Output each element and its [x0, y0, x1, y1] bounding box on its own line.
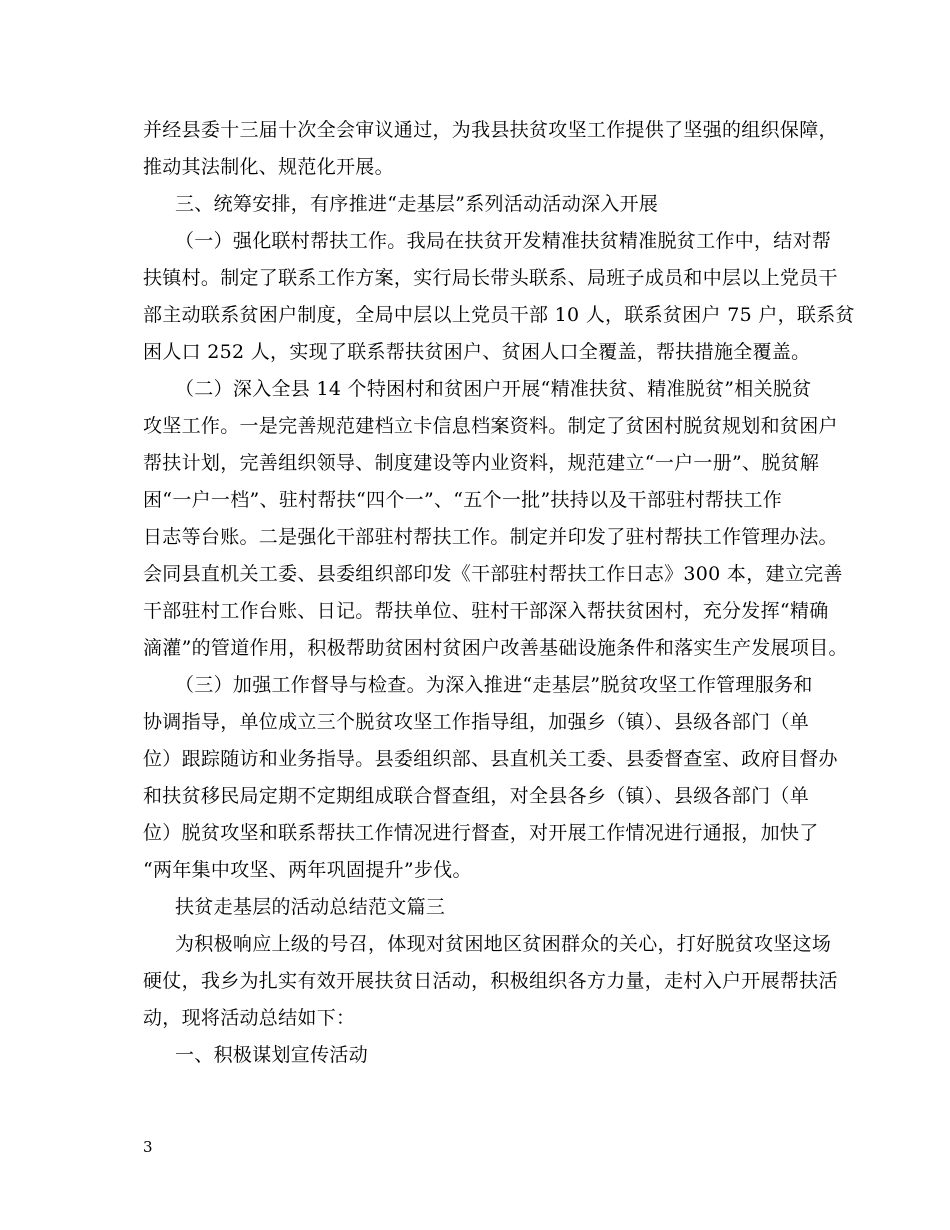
text-line-16: （三）加强工作督导与检查。为深入推进“走基层”脱贫攻坚工作管理服务和 — [175, 674, 813, 696]
text-line-14: 干部驻村工作台账、日记。帮扶单位、驻村干部深入帮扶贫困村，充分发挥“精确 — [143, 600, 829, 622]
section-heading-3: 三、统筹安排，有序推进“走基层”系列活动活动深入开展 — [175, 193, 659, 215]
text-line-5: 扶镇村。制定了联系工作方案，实行局长带头联系、局班子成员和中层以上党员干 — [143, 267, 838, 289]
text-line-19: 和扶贫移民局定期不定期组成联合督查组，对全县各乡（镇）、县级各部门（单 — [143, 785, 810, 807]
text-line-23: 为积极响应上级的号召，体现对贫困地区贫困群众的关心，打好脱贫攻坚这场 — [175, 933, 832, 955]
text-line-6: 部主动联系贫困户制度，全局中层以上党员干部 10 人，联系贫困户 75 户，联系贫 — [143, 304, 855, 326]
text-line-12: 日志等台账。二是强化干部驻村帮扶工作。制定并印发了驻村帮扶工作管理办法。 — [143, 526, 838, 548]
text-line-13: 会同县直机关工委、县委组织部印发《干部驻村帮扶工作日志》300 本，建立完善 — [143, 563, 843, 585]
text-line-20: 位）脱贫攻坚和联系帮扶工作情况进行督查，对开展工作情况进行通报，加快了 — [143, 822, 819, 844]
text-line-8: （二）深入全县 14 个特困村和贫困户开展“精准扶贫、精准脱贫”相关脱贫 — [175, 378, 812, 400]
article-heading: 扶贫走基层的活动总结范文篇三 — [175, 896, 446, 918]
text-line-15: 滴灌”的管道作用，积极帮助贫困村贫困户改善基础设施条件和落实生产发展项目。 — [143, 637, 848, 659]
text-line-25: 动，现将活动总结如下： — [143, 1007, 356, 1029]
text-line-4: （一）强化联村帮扶工作。我局在扶贫开发精准扶贫精准脱贫工作中，结对帮 — [175, 230, 832, 252]
text-line-21: “两年集中攻坚、两年巩固提升”步伐。 — [143, 859, 472, 881]
text-line-18: 位）跟踪随访和业务指导。县委组织部、县直机关工委、县委督查室、政府目督办 — [143, 748, 838, 770]
text-line-17: 协调指导，单位成立三个脱贫攻坚工作指导组，加强乡（镇）、县级各部门（单 — [143, 711, 810, 733]
section-heading-26: 一、积极谋划宣传活动 — [175, 1044, 369, 1066]
text-line-2: 推动其法制化、规范化开展。 — [143, 156, 394, 178]
text-line-11: 困“一户一档”、驻村帮扶“四个一”、“五个一批”扶持以及干部驻村帮扶工作 — [143, 489, 783, 511]
text-line-10: 帮扶计划，完善组织领导、制度建设等内业资料，规范建立“一户一册”、脱贫解 — [143, 452, 820, 474]
text-line-9: 攻坚工作。一是完善规范建档立卡信息档案资料。制定了贫困村脱贫规划和贫困户 — [143, 415, 838, 437]
text-line-7: 困人口 252 人，实现了联系帮扶贫困户、贫困人口全覆盖，帮扶措施全覆盖。 — [143, 341, 811, 363]
page-number: 3 — [143, 1138, 153, 1156]
text-line-24: 硬仗，我乡为扎实有效开展扶贫日活动，积极组织各方力量，走村入户开展帮扶活 — [143, 970, 838, 992]
text-line-1: 并经县委十三届十次全会审议通过，为我县扶贫攻坚工作提供了坚强的组织保障， — [143, 119, 838, 141]
